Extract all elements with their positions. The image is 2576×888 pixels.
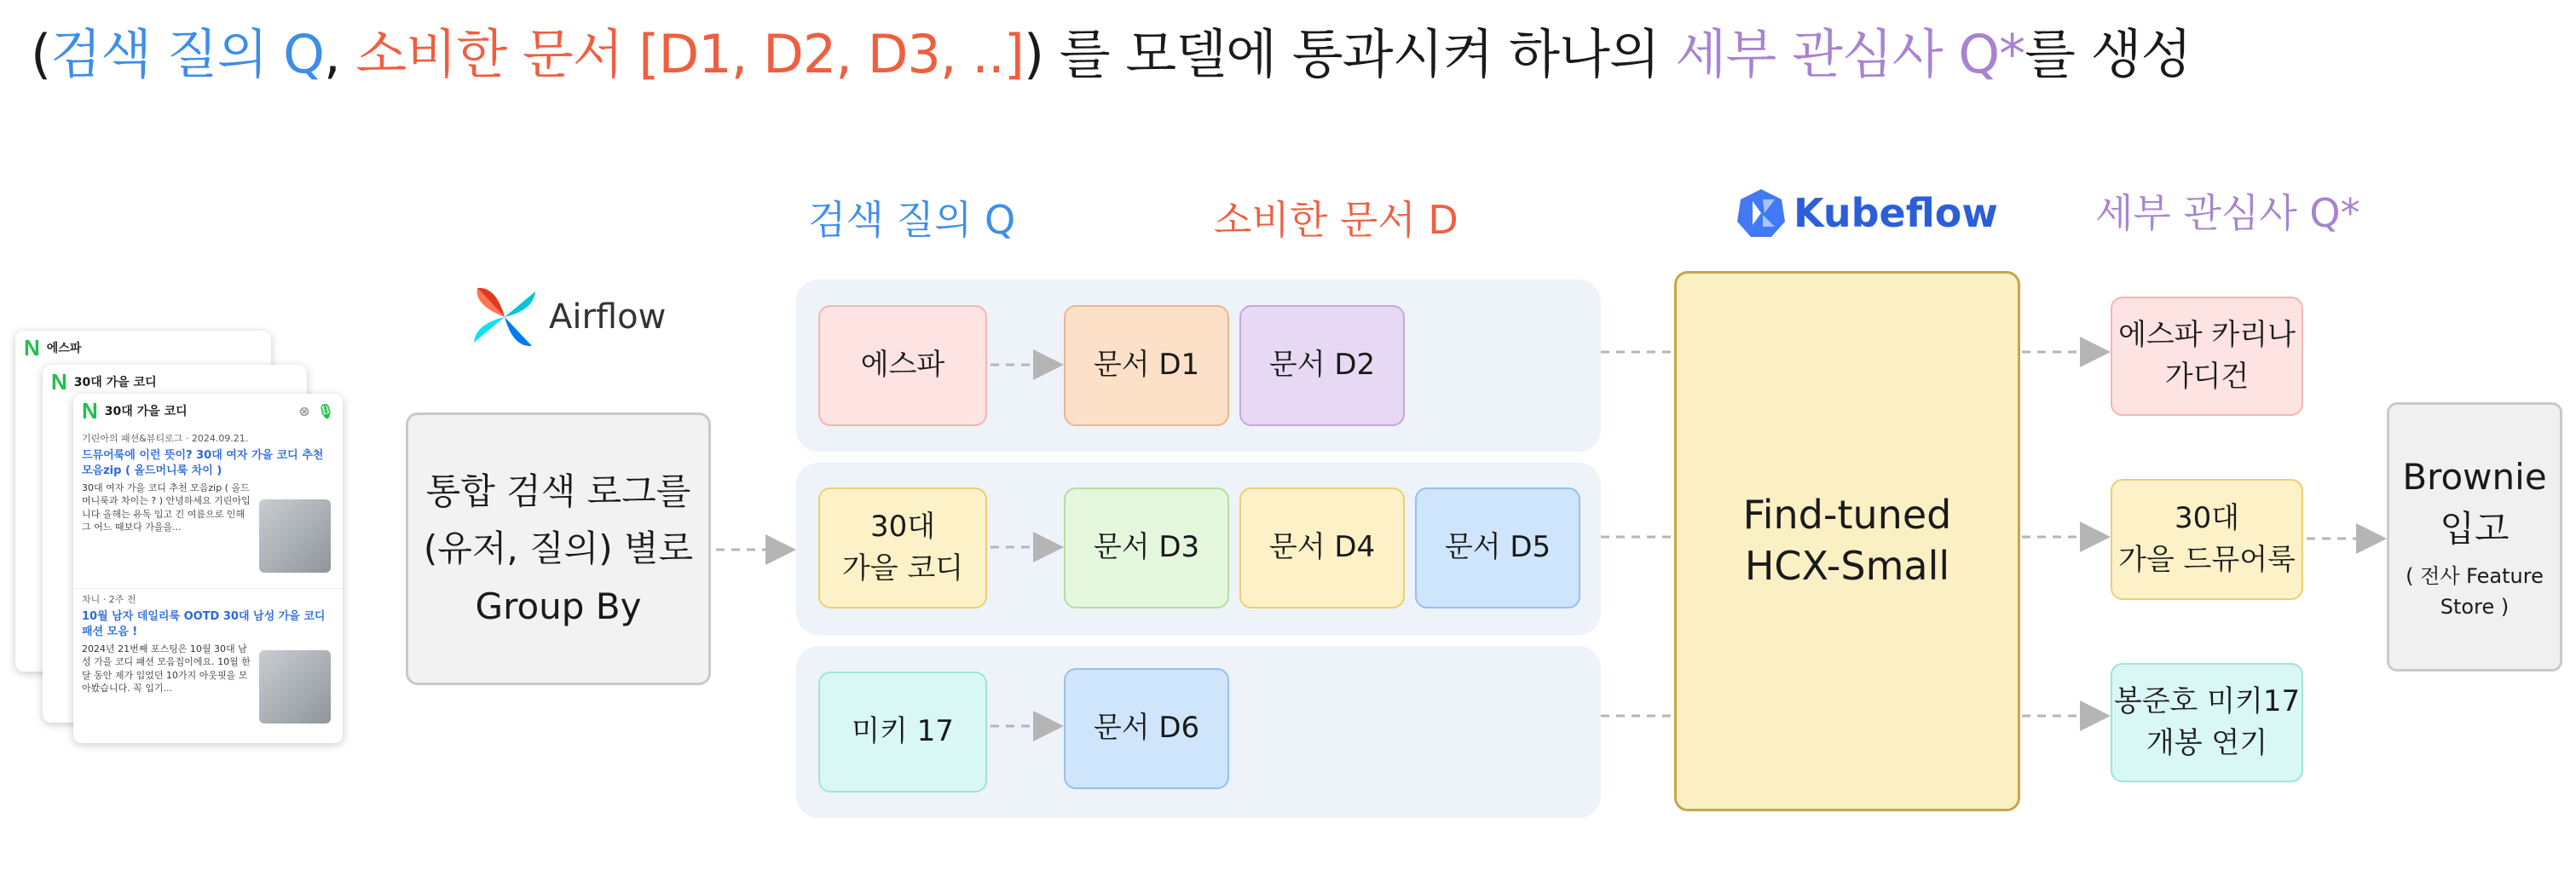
brownie-title: Brownie	[2402, 456, 2547, 499]
doc-d5-text: 문서 D5	[1444, 530, 1551, 565]
model-line-1: Find-tuned	[1742, 492, 1952, 539]
naver-logo-icon: N	[82, 397, 98, 424]
header-query: 검색 질의 Q	[808, 197, 1016, 243]
mic-icon[interactable]: 🎙	[316, 402, 334, 419]
title-comma: ,	[324, 23, 356, 85]
title-middle: ) 를 모델에 통과시켜 하나의	[1023, 23, 1676, 85]
group-by-line-1: 통합 검색 로그를	[425, 470, 691, 513]
brownie-note-2: Store )	[2440, 594, 2510, 619]
airflow-label: Airflow	[549, 297, 667, 337]
search-query-back: 에스파	[46, 342, 82, 355]
post1-author: 기린아의 패션&뷰티로그 · 2024.09.21.	[82, 433, 249, 444]
brownie-note-1: ( 전사 Feature	[2406, 563, 2544, 588]
output-2-line-2: 가을 드뮤어룩	[2118, 543, 2296, 577]
naver-logo-icon: N	[24, 334, 40, 360]
output-3-line-1: 봉준호 미키17	[2113, 683, 2301, 718]
query-2-line-2: 가을 코디	[841, 551, 964, 585]
post1-link[interactable]: 드뮤어룩에 이런 뜻이? 30대 여자 가을 코디 추천 모음zip ( 올드머니룩 차이 )	[82, 449, 324, 477]
group-by-line-3: Group By	[475, 585, 642, 627]
post2-author: 차니 · 2주 전	[82, 594, 136, 605]
title-query: 검색 질의 Q	[50, 23, 324, 85]
group-by-line-2: (유저, 질의) 별로	[423, 528, 694, 570]
naver-logo-icon: N	[51, 368, 67, 395]
output-1-line-1: 에스파 카리나	[2118, 317, 2296, 352]
post2-snippet: 2024년 21번째 포스팅은 10월 30대 남성 가을 코디 패션 모음집이에요. 10월 한 달 동안 제가 입었던 10가지 아웃핏을 모아봤습니다. 꼭 입기...	[82, 643, 251, 695]
title-interest: 세부 관심사 Q*	[1675, 23, 2025, 85]
clear-icon[interactable]: ⊗	[298, 402, 310, 419]
doc-d6-text: 문서 D6	[1093, 711, 1200, 746]
query-3-text: 미키 17	[852, 714, 954, 749]
header-interest: 세부 관심사 Q*	[2095, 190, 2360, 236]
doc-d3-text: 문서 D3	[1093, 530, 1200, 565]
title-end: 를 생성	[2024, 23, 2192, 85]
title-paren: (	[31, 23, 51, 85]
kubeflow-label: Kubeflow	[1793, 190, 1998, 236]
search-query-front: 30대 가을 코디	[104, 405, 188, 418]
doc-d4-text: 문서 D4	[1268, 530, 1376, 565]
search-query-mid: 30대 가을 코디	[73, 376, 157, 389]
output-1-line-2: 가디건	[2164, 360, 2250, 394]
output-2-line-1: 30대	[2174, 500, 2240, 535]
title-docs: 소비한 문서 [D1, D2, D3, ..]	[355, 23, 1024, 85]
output-3-line-2: 개봉 연기	[2146, 726, 2268, 760]
doc-d1-text: 문서 D1	[1093, 348, 1200, 383]
doc-d2-text: 문서 D2	[1268, 348, 1376, 383]
query-1-text: 에스파	[860, 348, 945, 383]
post1-snippet: 30대 여자 가을 코디 추천 모음zip ( 올드머니룩과 차이는 ? ) 안녕하세요 기린아입니다 올해는 유독 입고 긴 여름으로 인해 그 어느 때보다 가을을...	[82, 482, 251, 533]
model-line-2: HCX-Small	[1744, 543, 1950, 589]
post2-link[interactable]: 10월 남자 데일리룩 OOTD 30대 남성 가을 코디 패션 모음 !	[82, 610, 326, 638]
query-2-line-1: 30대	[869, 509, 936, 544]
brownie-subtitle: 입고	[2440, 508, 2510, 550]
header-docs: 소비한 문서 D	[1214, 197, 1458, 243]
